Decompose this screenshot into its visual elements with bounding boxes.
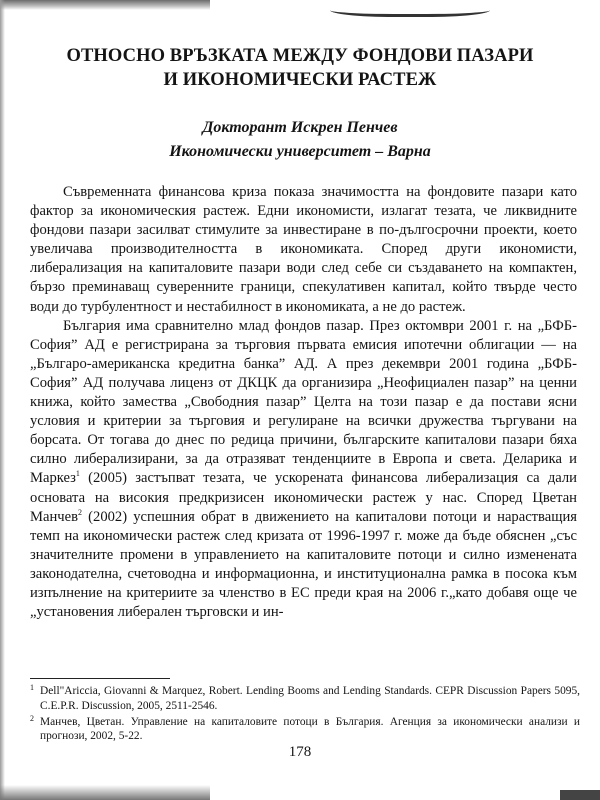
footnotes (30, 684, 580, 745)
scan-shadow-top-left (0, 0, 210, 10)
footnote-reference-1: 1 (75, 469, 80, 479)
scan-shadow-bottom-right (560, 790, 600, 800)
footnote-1 (30, 684, 580, 714)
author-name: Докторант Искрен Пенчев (202, 119, 398, 136)
paragraph-2-part-2: (2005) застъпват тезата, че ускорената финансова либерализация са дали основата на високия предкризисен икономически растеж у нас. Според Цветан Манчев (30, 470, 577, 525)
footnote-2-text: Манчев, Цветан. Управление на капиталовите потоци в България. Агенция за икономически анализи и прогнози, 2002, 5-22. (40, 715, 580, 743)
paper-title-line-2: И ИКОНОМИЧЕСКИ РАСТЕЖ (163, 70, 437, 90)
paper-title (20, 44, 580, 92)
paper-title-line-1: ОТНОСНО ВРЪЗКАТА МЕЖДУ ФОНДОВИ ПАЗАРИ (66, 46, 534, 66)
paragraph-2 (30, 317, 577, 623)
paragraph-2-part-3: (2002) успешния обрат в движението на капиталови потоци и нарастващия темп на икономически растеж след кризата от 1996-1997 г. може да бъде обяснен „със значителните промени в управлението на капиталовите потоци и силно изменената законодателна, счетоводна и информационна, и институционална рамка в посока към изпълнение на критериите за членство в ЕС преди края на 2006 г.„като добавя още че „установения либерален търговски и ин- (30, 508, 577, 621)
footnote-2 (30, 715, 580, 745)
author-affiliation: Икономически университет – Варна (169, 143, 431, 160)
scan-shadow-top-right (330, 0, 490, 17)
footnote-2-mark: 2 (30, 713, 34, 723)
footnote-divider (30, 678, 170, 679)
body-text (30, 183, 577, 622)
scan-shadow-left-edge (0, 0, 5, 800)
footnote-reference-2: 2 (77, 507, 82, 517)
scan-shadow-bottom-left (0, 785, 210, 800)
footnote-1-mark: 1 (30, 683, 34, 692)
page-number: 178 (288, 744, 312, 760)
paragraph-1: Съвременната финансова криза показа значимостта на фондовите пазари като фактор за икономическия растеж. Едни икономисти, излагат тезата, че ликвидните фондови пазари засилват стимулите за инвестиране в по-дългосрочни проекти, което увеличава производителността в икономиката. Според други икономисти, либерализация на капиталовите пазари води след себе си създаването на компактен, бързо преминаващ суверенните граници, спекулативен капитал, който твърде често води до турбулентност и нестабилност в икономиката, а не до растеж. (30, 184, 577, 315)
paragraph-2-part-1: България има сравнително млад фондов пазар. През октомври 2001 г. на „БФБ-София” АД е регистрирана за търговия първата емисия ипотечни облигации — на „Българо-американска кредитна банка” АД. А през декември 2001 година „БФБ-София” АД получава лиценз от ДКЦК да организира „Неофициален пазар” на ценни книжа, който замества „Свободния пазар” Целта на този пазар е да постави ясни условия и критерии за търговия и регулиране на всички дружества търгувани на борсата. От тогава до днес по редица причини, българските капиталови пазари бяха силно либерализирани, за да отразяват тенденциите в Европа и света. Деларика и Маркез (30, 317, 577, 487)
footnote-1-text: Dell"Ariccia, Giovanni & Marquez, Robert. Lending Booms and Lending Standards. CEPR Discussion Papers 5095, C.E.P.R. Discussion, 2005, 2511-2546. (40, 685, 580, 712)
